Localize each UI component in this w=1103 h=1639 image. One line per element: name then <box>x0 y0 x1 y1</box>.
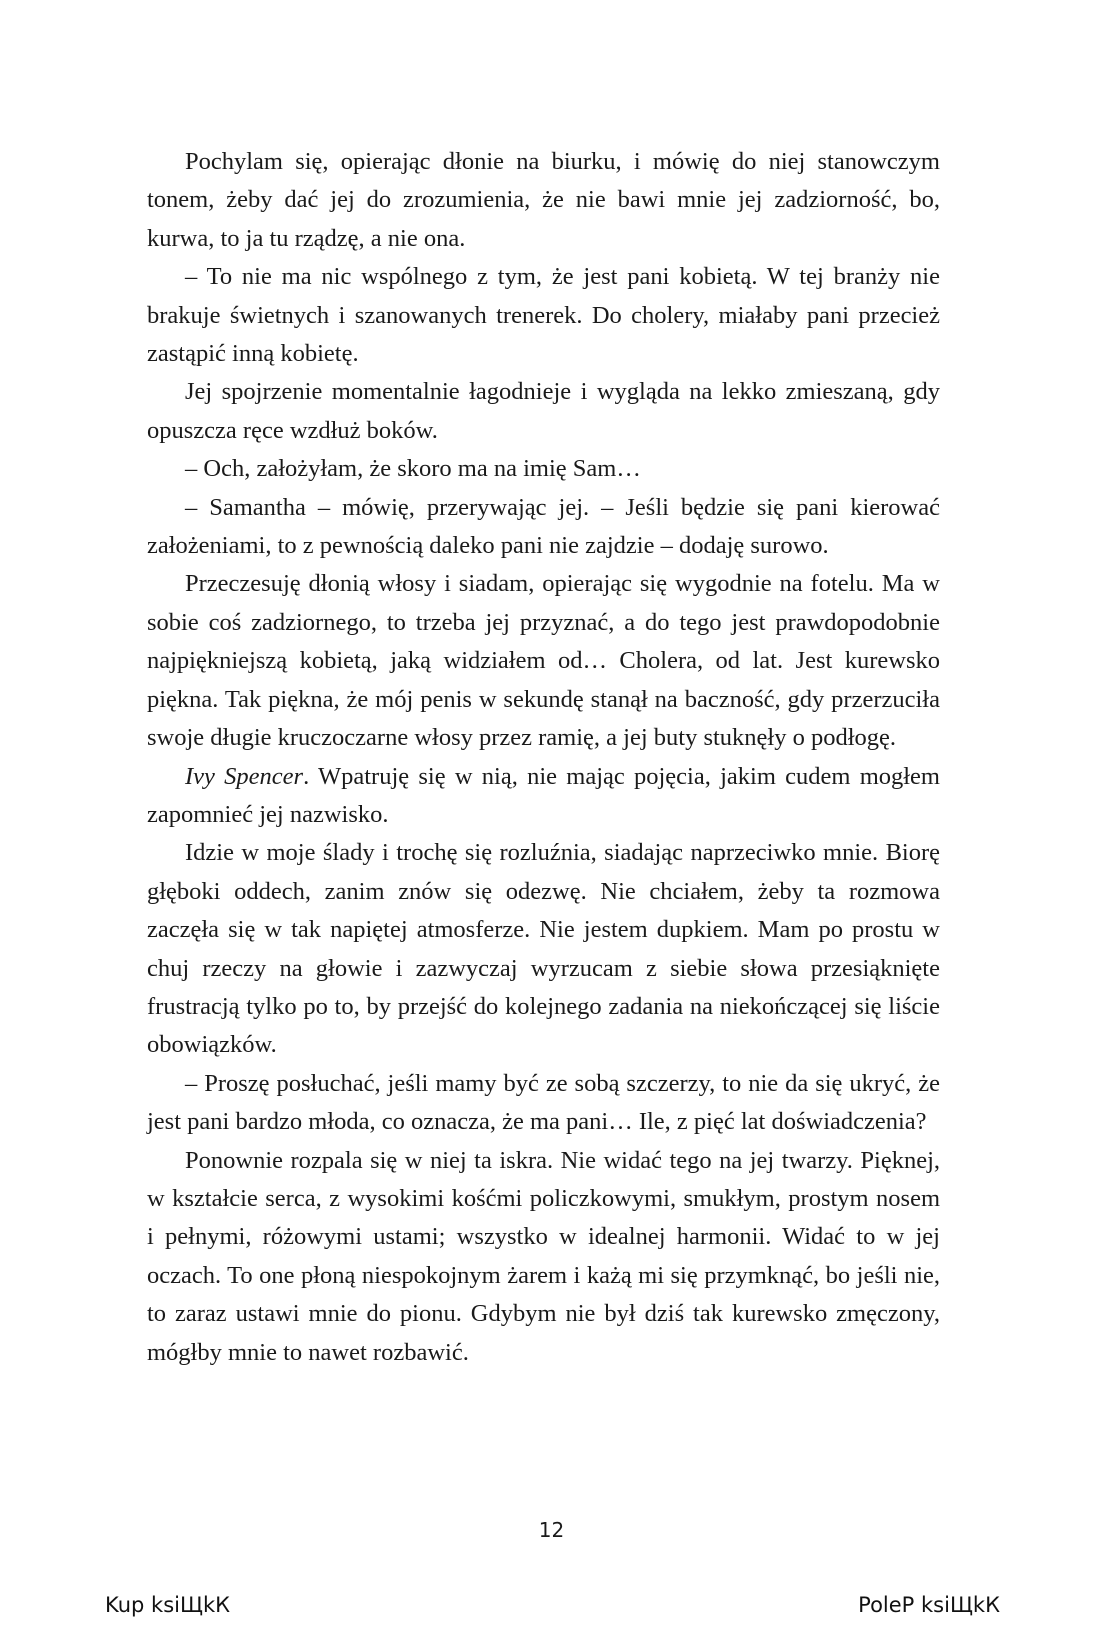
recommend-book-link[interactable]: PoleР ksiЩkК <box>858 1593 1000 1617</box>
buy-book-link[interactable]: Kup ksiЩkК <box>105 1593 231 1617</box>
page-number: 12 <box>538 1518 565 1542</box>
paragraph-7 <box>147 758 940 835</box>
paragraph-2: – To nie ma nic wspólnego z tym, że jest pani kobietą. W tej branży nie brakuje świetnych i szanowanych trenerek. Do cholery, miałaby pani przecież zastąpić inną kobietę. <box>147 263 940 368</box>
page-body-text <box>147 143 940 1372</box>
paragraph-6: Przeczesuję dłonią włosy i siadam, opierając się wygodnie na fotelu. Ma w sobie coś zadziornego, to trzeba jej przyznać, a do tego jest prawdopodobnie najpiękniejszą kobietą, jaką widziałem od… Cholera, od lat. Jest kurewsko piękna. Tak piękna, że mój penis w sekundę stanął na baczność, gdy przerzuciła swoje długie kruczoczarne włosy przez ramię, a jej buty stuknęły o podłogę. <box>147 570 940 752</box>
paragraph-8: Idzie w moje ślady i trochę się rozluźnia, siadając naprzeciwko mnie. Biorę głęboki oddech, zanim znów się odezwę. Nie chciałem, żeby ta rozmowa zaczęła się w tak napiętej atmosferze. Nie jestem dupkiem. Mam po prostu w chuj rzeczy na głowie i zazwyczaj wyrzucam z siebie słowa przesiąknięte frustracją tylko po to, by przejść do kolejnego zadania na niekończącej się liście obowiązków. <box>147 839 940 1059</box>
paragraph-5: – Samantha – mówię, przerywając jej. – Jeśli będzie się pani kierować założeniami, to z pewnością daleko pani nie zajdzie – dodaję surowo. <box>147 493 940 560</box>
paragraph-9: – Proszę posłuchać, jeśli mamy być ze sobą szczerzy, to nie da się ukryć, że jest pani bardzo młoda, co oznacza, że ma pani… Ile, z pięć lat doświadczenia? <box>147 1069 940 1136</box>
paragraph-10: Ponownie rozpala się w niej ta iskra. Nie widać tego na jej twarzy. Pięknej, w kształcie serca, z wysokimi kośćmi policzkowymi, smukłym, prostym nosem i pełnymi, różowymi ustami; wszystko w idealnej harmonii. Widać to w jej oczach. To one płoną niespokojnym żarem i każą mi się przymknąć, bo jeśli nie, to zaraz ustawi mnie do pionu. Gdybym nie był dziś tak kurewsko zmęczony, mógłby mnie to nawet rozbawić. <box>147 1146 940 1366</box>
paragraph-1: Pochylam się, opierając dłonie na biurku, i mówię do niej stanowczym tonem, żeby dać jej do zrozumienia, że nie bawi mnie jej zadziorność, bo, kurwa, to ja tu rządzę, a nie ona. <box>147 148 940 252</box>
paragraph-3: Jej spojrzenie momentalnie łagodnieje i wygląda na lekko zmieszaną, gdy opuszcza ręce wzdłuż boków. <box>147 378 940 444</box>
paragraph-7-text: . Wpatruję się w nią, nie mając pojęcia, jakim cudem mogłem zapomnieć jej nazwisko. <box>147 762 940 828</box>
paragraph-4: – Och, założyłam, że skoro ma na imię Sam… <box>185 455 641 483</box>
character-name-italic: Ivy Spencer <box>185 762 304 790</box>
